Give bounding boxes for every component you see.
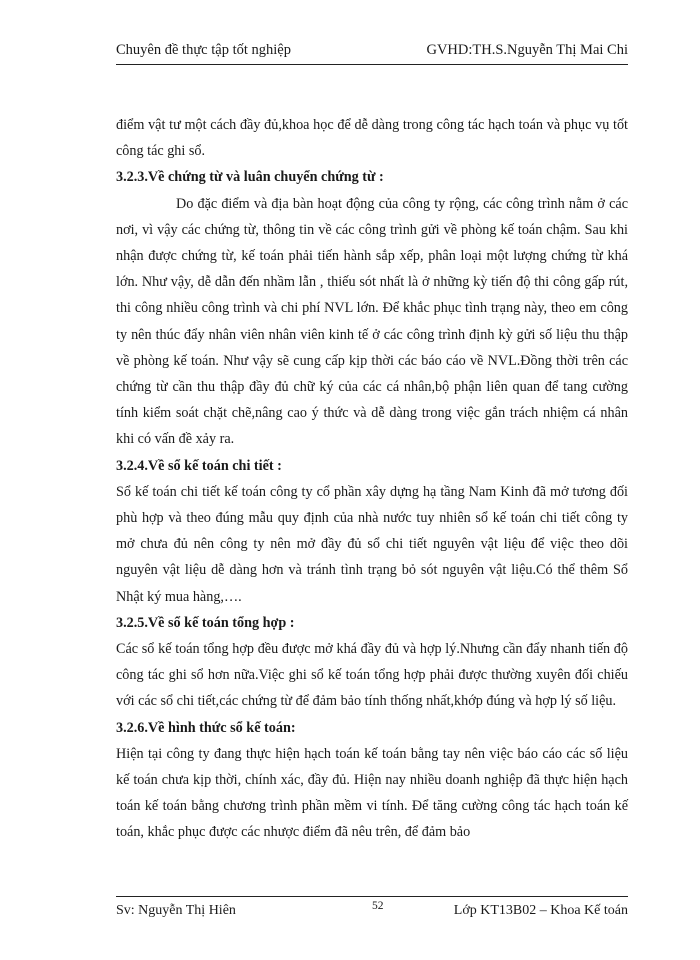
page-header [116,38,628,65]
footer-student: Sv: Nguyễn Thị Hiên [116,903,236,918]
paragraph-hinh-thuc-so: Hiện tại công ty đang thực hiện hạch toán kế toán bằng tay nên việc báo cáo các số liệu kế toán chưa kịp thời, chính xác, đầy đủ. Hiện nay nhiều doanh nghiệp đã thực hiện hạch toán kế toán bằng chương trình phần mềm vi tính. Để tăng cường công tác hạch toán kế toán, khắc phục được các nhược điểm đã nêu trên, để đảm bảo [116,745,628,841]
document-body [116,112,628,846]
paragraph-chung-tu: Do đặc điểm và địa bàn hoạt động của công ty rộng, các công trình nằm ở các nơi, vì vậy các chứng từ, thông tin về các công trình gửi về phòng kế toán chậm. Sau khi nhận được chứng từ, kế toán phải tiến hành sắp xếp, phân loại một lượng chứng từ khá lớn. Như vậy, dễ dẫn đến nhầm lẫn , thiếu sót nhất là ở những kỳ tiến độ thi công gấp rút, thi công nhiều công trình và chi phí NVL lớn. Để khắc phục tình trạng này, theo em công ty nên thúc đẩy nhân viên nhân viên kinh tế ở các công trình định kỳ gửi số liệu thu thập về phòng kế toán. Như vậy sẽ cung cấp kịp thời các báo cáo về NVL.Đồng thời trên các chứng từ cần thu thập đầy đủ chữ ký của các cá nhân,bộ phận liên quan để tang cường tính kiểm soát chặt chẽ,nâng cao ý thức và dễ dàng trong việc gắn trách nhiệm cá nhân khi có vấn đề xảy ra. [116,195,628,448]
page-number: 52 [372,900,384,912]
section-heading-3-2-5: 3.2.5.Về sổ kế toán tổng hợp : [116,614,295,631]
page-footer [116,896,628,925]
section-heading-3-2-4: 3.2.4.Về sổ kế toán chi tiết : [116,457,282,474]
footer-class: Lớp KT13B02 – Khoa Kế toán [453,903,628,918]
paragraph-so-tong-hop: Các sổ kế toán tổng hợp đều được mở khá đầy đủ và hợp lý.Nhưng cần đẩy nhanh tiến độ công tác ghi sổ hơn nữa.Việc ghi sổ kế toán tổng hợp phải được thường xuyên đối chiếu với các sổ chi tiết,các chứng từ để đảm bảo tính thống nhất,khớp đúng và hợp lý số liệu. [116,641,628,710]
header-title: Chuyên đề thực tập tốt nghiệp [116,42,291,58]
section-heading-3-2-6: 3.2.6.Về hình thức sổ kế toán: [116,719,296,736]
header-supervisor: GVHD:TH.S.Nguyễn Thị Mai Chi [426,42,628,58]
paragraph-so-chi-tiet: Sổ kế toán chi tiết kế toán công ty cổ phần xây dựng hạ tầng Nam Kinh đã mở tương đối phù hợp và theo đúng mẫu quy định của nhà nước tuy nhiên sổ kế toán chi tiết công ty mở chưa đủ nên công ty nên mở đầy đủ sổ chi tiết nguyên vật liệu để việc theo dõi nguyên vật liệu dễ dàng hơn và tránh tình trạng bỏ sót nguyên vật liệu.Có thể thêm Sổ Nhật ký mua hàng,…. [116,483,628,605]
section-heading-3-2-3: 3.2.3.Về chứng từ và luân chuyển chứng từ : [116,169,384,186]
paragraph-continuation: điểm vật tư một cách đầy đủ,khoa học để dễ dàng trong công tác hạch toán và phục vụ tốt công tác ghi sổ. [116,117,628,160]
